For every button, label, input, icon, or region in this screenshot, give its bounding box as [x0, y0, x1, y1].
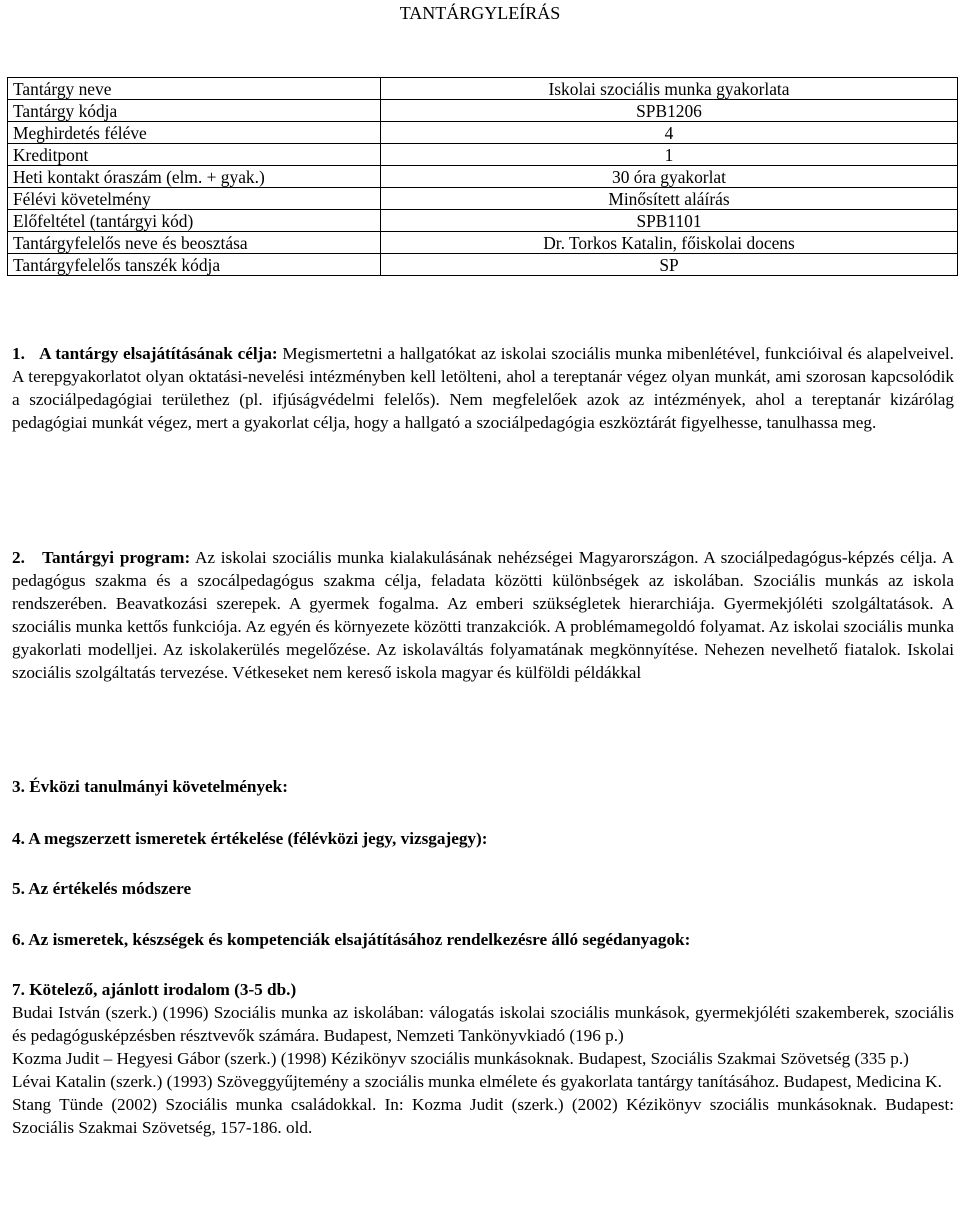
info-row — [8, 254, 958, 276]
info-row — [8, 188, 958, 210]
section-2-text: Az iskolai szociális munka kialakulásának nehézségei Magyarországon. A szociálpedagógus-képzés célja. A pedagógus szakma és a szocálpedagógus szakma célja, feladata közötti különbségek az iskolában. Szociális munkás az iskola rendszerében. Beavatkozási szerepek. A gyermek fogalma. Az emberi szükségletek hierarchiája. Gyermekjóléti szolgáltatások. A szociális munka kettős funkciója. Az egyén és környezete közötti tranzakciók. A problémamegoldó folyamat. Az iskolai szociális munka gyakorlati modelljei. Az iskolakerülés megelőzése. Az iskolaváltás folyamatának megkönnyítése. Nehezen nevelhető fiatalok. Iskolai szociális szolgáltatás tervezése. Vétkeseket nem kereső iskola magyar és külföldi példákkal — [12, 548, 955, 682]
info-value: SP — [381, 254, 958, 276]
info-label: Tantárgyfelelős tanszék kódja — [8, 254, 381, 276]
info-row — [8, 232, 958, 254]
info-label: Tantárgyfelelős neve és beosztása — [8, 232, 381, 254]
course-info-table — [7, 77, 958, 276]
info-row — [8, 100, 958, 122]
info-row — [8, 122, 958, 144]
info-value: SPB1206 — [381, 100, 958, 122]
info-label: Kreditpont — [8, 144, 381, 166]
info-value: 1 — [381, 144, 958, 166]
section-6-heading: 6. Az ismeretek, készségek és kompetenciák elsajátításához rendelkezésre álló segédanyagok: — [12, 930, 691, 949]
reference-item: Stang Tünde (2002) Szociális munka családokkal. In: Kozma Judit (szerk.) (2002) Kézikönyv szociális munkásoknak. Budapest: Szociális Szakmai Szövetség, 157-186. old. — [12, 1095, 954, 1137]
info-value: 4 — [381, 122, 958, 144]
reference-item: Lévai Katalin (szerk.) (1993) Szöveggyűjtemény a szociális munka elmélete és gyakorlata tantárgy tanításához. Budapest, Medicina K. — [12, 1072, 942, 1091]
section-1-text: Megismertetni a hallgatókat az iskolai szociális munka mibenlétével, funkcióival és alapelveivel. A terepgyakorlatot olyan oktatási-nevelési intézményben kell letölteni, ahol a tereptanár végez olyan munkát, ami szorosan kapcsolódik a szociálpedagógiai területhez (pl. ifjúságvédelmi felelős). Nem megfelelőek azok az intézmények, ahol a tereptanár kizárólag pedagógiai munkát végez, mert a gyakorlat célja, hogy a hallgató a szociálpedagógia eszköztárát figyelhesse, tanulhassa meg. — [12, 344, 954, 432]
section-1-number: 1. — [12, 344, 25, 363]
section-7-heading: 7. Kötelező, ajánlott irodalom (3-5 db.) — [12, 980, 297, 999]
section-3-heading: 3. Évközi tanulmányi követelmények: — [12, 777, 288, 796]
info-row — [8, 210, 958, 232]
section-5-heading: 5. Az értékelés módszere — [12, 879, 192, 898]
info-label: Előfeltétel (tantárgyi kód) — [8, 210, 381, 232]
section-1-heading: A tantárgy elsajátításának célja: — [39, 344, 278, 363]
section-2-heading: Tantárgyi program: — [42, 548, 191, 567]
document-title: TANTÁRGYLEÍRÁS — [399, 3, 561, 23]
info-value: Dr. Torkos Katalin, főiskolai docens — [381, 232, 958, 254]
info-label: Heti kontakt óraszám (elm. + gyak.) — [8, 166, 381, 188]
info-value: Iskolai szociális munka gyakorlata — [381, 78, 958, 100]
section-1-goal — [12, 342, 954, 434]
info-row — [8, 166, 958, 188]
info-value: Minősített aláírás — [381, 188, 958, 210]
reference-list — [12, 1001, 954, 1139]
info-row — [8, 78, 958, 100]
section-2-program — [12, 546, 954, 684]
info-label: Meghirdetés féléve — [8, 122, 381, 144]
info-row — [8, 144, 958, 166]
info-label: Félévi követelmény — [8, 188, 381, 210]
reference-item: Budai István (szerk.) (1996) Szociális munka az iskolában: válogatás iskolai szociális munkások, gyermekjóléti szakemberek, szociális és pedagógusképzésben résztvevők számára. Budapest, Nemzeti Tankönyvkiadó (196 p.) — [12, 1003, 954, 1045]
info-label: Tantárgy kódja — [8, 100, 381, 122]
info-value: SPB1101 — [381, 210, 958, 232]
info-value: 30 óra gyakorlat — [381, 166, 958, 188]
info-label: Tantárgy neve — [8, 78, 381, 100]
section-4-heading: 4. A megszerzett ismeretek értékelése (félévközi jegy, vizsgajegy): — [12, 829, 488, 848]
section-2-number: 2. — [12, 548, 25, 567]
reference-item: Kozma Judit – Hegyesi Gábor (szerk.) (1998) Kézikönyv szociális munkásoknak. Budapest, Szociális Szakmai Szövetség (335 p.) — [12, 1049, 909, 1068]
